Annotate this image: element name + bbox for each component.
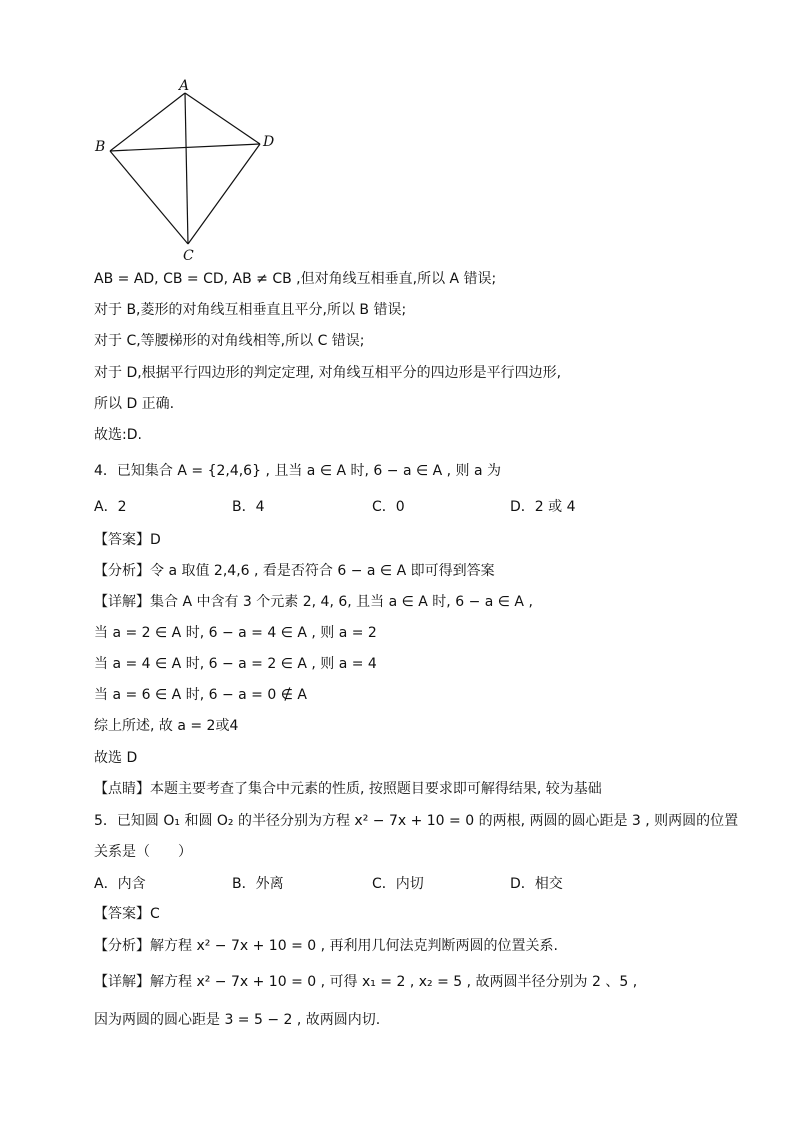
edge-ad bbox=[185, 93, 260, 144]
q5-option-d: D．相交 bbox=[510, 876, 563, 892]
q5-detail: 【详解】解方程 x² − 7x + 10 = 0 , 可得 x₁ = 2 , x₂ = 5 , 故两圆半径分别为 2 、5 , bbox=[94, 974, 638, 990]
q5-answer: 【答案】C bbox=[94, 906, 160, 922]
label-b: B bbox=[95, 139, 106, 155]
diagonal-bd bbox=[110, 144, 260, 151]
edge-ab bbox=[110, 93, 185, 151]
q5-analysis: 【分析】解方程 x² − 7x + 10 = 0 , 再利用几何法克判断两圆的位置关系. bbox=[94, 938, 558, 954]
q5-option-c: C．内切 bbox=[372, 876, 424, 892]
q4-choose: 故选 D bbox=[94, 750, 138, 766]
q4-option-a: A．2 bbox=[94, 499, 127, 515]
label-d: D bbox=[263, 134, 275, 150]
q4-summary: 综上所述, 故 a = 2或4 bbox=[94, 718, 239, 734]
q3-line-2: 对于 B,菱形的对角线互相垂直且平分,所以 B 错误; bbox=[94, 302, 407, 318]
q4-comment: 【点睛】本题主要考查了集合中元素的性质, 按照题目要求即可解得结果, 较为基础 bbox=[94, 781, 602, 797]
edge-dc bbox=[188, 144, 260, 244]
q5-conclusion: 因为两圆的圆心距是 3 = 5 − 2 , 故两圆内切. bbox=[94, 1012, 381, 1028]
q4-answer: 【答案】D bbox=[94, 532, 161, 548]
q4-case-3: 当 a = 6 ∈ A 时, 6 − a = 0 ∉ A bbox=[94, 687, 307, 703]
q4-case-1: 当 a = 2 ∈ A 时, 6 − a = 4 ∈ A , 则 a = 2 bbox=[94, 625, 377, 641]
q3-line-1: AB = AD, CB = CD, AB ≠ CB ,但对角线互相垂直,所以 A 错误; bbox=[94, 271, 497, 287]
diagonal-ac bbox=[185, 93, 188, 244]
q4-option-c: C．0 bbox=[372, 499, 405, 515]
q3-line-5: 所以 D 正确. bbox=[94, 396, 175, 412]
q4-question: 4．已知集合 A = {2,4,6} , 且当 a ∈ A 时, 6 − a ∈ A , 则 a 为 bbox=[94, 463, 502, 479]
q4-detail: 【详解】集合 A 中含有 3 个元素 2, 4, 6, 且当 a ∈ A 时, 6 − a ∈ A , bbox=[94, 594, 533, 610]
q4-case-2: 当 a = 4 ∈ A 时, 6 − a = 2 ∈ A , 则 a = 4 bbox=[94, 656, 377, 672]
q3-line-6: 故选:D. bbox=[94, 427, 142, 443]
q4-option-b: B．4 bbox=[232, 499, 265, 515]
label-a: A bbox=[179, 78, 190, 94]
kite-figure bbox=[88, 78, 288, 268]
q5-option-b: B．外离 bbox=[232, 876, 284, 892]
q4-analysis: 【分析】令 a 取值 2,4,6 , 看是否符合 6 − a ∈ A 即可得到答案 bbox=[94, 563, 495, 579]
edge-bc bbox=[110, 151, 188, 244]
label-c: C bbox=[183, 248, 194, 264]
q4-option-d: D．2 或 4 bbox=[510, 499, 576, 515]
q5-question-line-2: 关系是（ ） bbox=[94, 844, 192, 860]
q3-line-3: 对于 C,等腰梯形的对角线相等,所以 C 错误; bbox=[94, 333, 365, 349]
q5-question-line-1: 5．已知圆 O₁ 和圆 O₂ 的半径分别为方程 x² − 7x + 10 = 0 的两根, 两圆的圆心距是 3 , 则两圆的位置 bbox=[94, 813, 739, 829]
q3-line-4: 对于 D,根据平行四边形的判定定理, 对角线互相平分的四边形是平行四边形, bbox=[94, 365, 562, 381]
q5-option-a: A．内含 bbox=[94, 876, 146, 892]
